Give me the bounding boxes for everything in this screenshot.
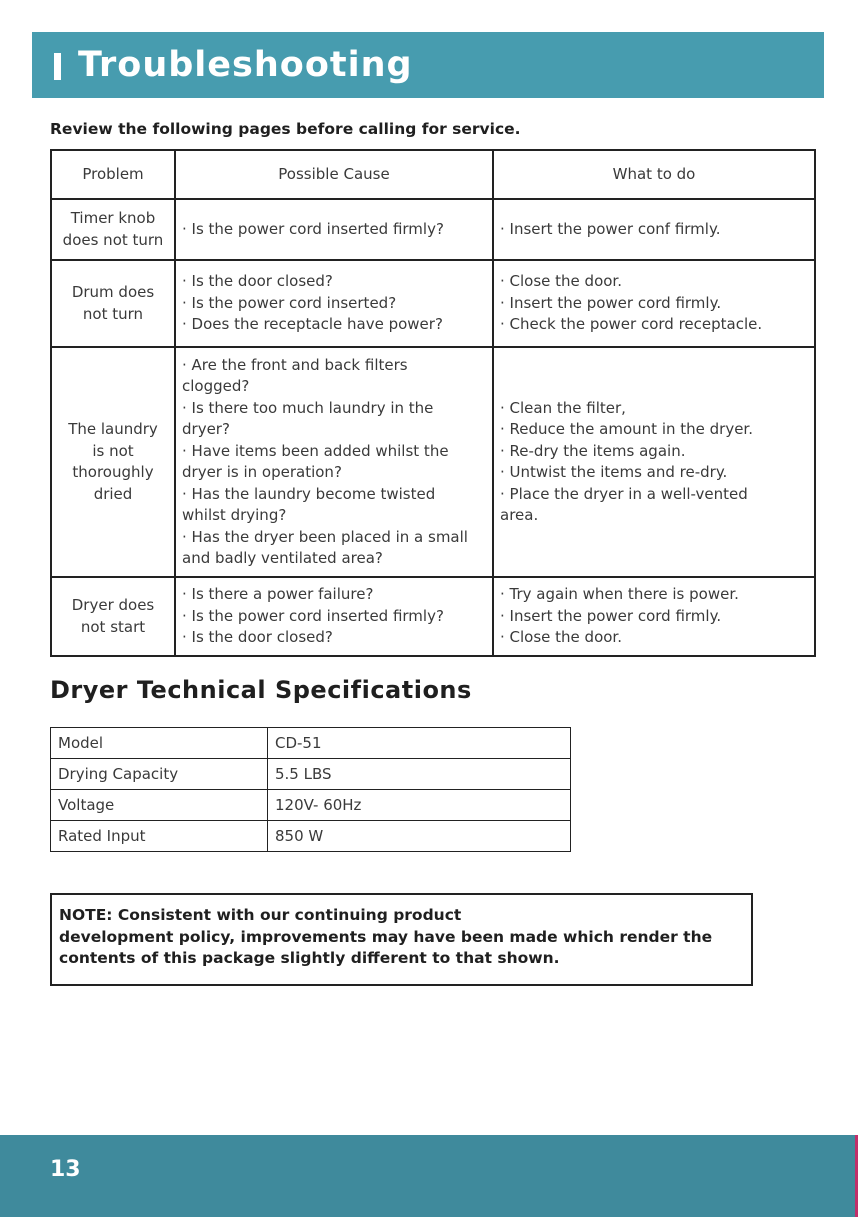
problem-line: Drum does: [71, 283, 155, 301]
table-header-row: [51, 150, 815, 199]
cause-line: · Is the door closed?: [182, 628, 333, 647]
table-row: [51, 577, 815, 656]
cause-cell: [175, 577, 493, 656]
note-box: [50, 893, 753, 986]
cause-cell: [175, 260, 493, 347]
table-row: [51, 759, 571, 790]
action-line: · Clean the filter,: [500, 398, 626, 417]
problem-line: dried: [93, 484, 133, 503]
cause-line: · Does the receptacle have power?: [182, 315, 443, 334]
note-line: contents of this package slightly different to that shown.: [59, 949, 560, 967]
cause-line: · Have items been added whilst the: [182, 441, 449, 460]
table-row: [51, 790, 571, 821]
table-row: [51, 347, 815, 577]
problem-line: Timer knob: [70, 209, 156, 227]
page-number: 13: [50, 1157, 81, 1182]
action-line: area.: [500, 506, 539, 524]
problem-line: does not turn: [62, 230, 164, 249]
action-line: · Try again when there is power.: [500, 585, 739, 604]
cause-line: clogged?: [182, 377, 250, 395]
cause-line: whilst drying?: [182, 506, 287, 524]
action-line: · Close the door.: [500, 628, 622, 647]
cause-line: · Is there too much laundry in the: [182, 398, 434, 417]
action-line: · Close the door.: [500, 272, 622, 291]
action-line: · Insert the power conf firmly.: [500, 219, 721, 238]
specs-table: [50, 727, 571, 852]
problem-line: not start: [80, 617, 146, 636]
problem-cell: [51, 199, 175, 260]
cause-cell: [175, 347, 493, 577]
problem-cell: [51, 347, 175, 577]
intro-text: Review the following pages before calling for service.: [50, 120, 521, 138]
cause-line: · Is the power cord inserted firmly?: [182, 606, 444, 625]
problem-line: is not: [92, 441, 134, 460]
action-line: · Reduce the amount in the dryer.: [500, 420, 753, 438]
action-cell: [493, 347, 815, 577]
table-row: [51, 728, 571, 759]
action-cell: [493, 199, 815, 260]
action-cell: [493, 260, 815, 347]
table-row: [51, 199, 815, 260]
cause-line: dryer?: [182, 420, 230, 438]
page-footer: [0, 1135, 858, 1217]
cause-line: · Has the laundry become twisted: [182, 484, 436, 503]
specs-heading: Dryer Technical Specifications: [50, 676, 472, 704]
spec-value: CD-51: [268, 728, 571, 759]
spec-label: Model: [51, 728, 268, 759]
note-line: development policy, improvements may have been made which render the: [59, 927, 713, 946]
action-cell: [493, 577, 815, 656]
spec-label: Voltage: [51, 790, 268, 821]
page-title: Troubleshooting: [78, 45, 413, 85]
column-header-problem: Problem: [51, 150, 175, 199]
spec-value: 5.5 LBS: [268, 759, 571, 790]
cause-line: · Is the power cord inserted?: [182, 293, 397, 312]
problem-line: thoroughly: [72, 463, 154, 481]
column-header-action: What to do: [493, 150, 815, 199]
header-bar-icon: [54, 53, 61, 80]
table-row: [51, 821, 571, 852]
cause-cell: [175, 199, 493, 260]
column-header-cause: Possible Cause: [175, 150, 493, 199]
cause-line: and badly ventilated area?: [182, 549, 383, 567]
problem-cell: [51, 260, 175, 347]
spec-label: Drying Capacity: [51, 759, 268, 790]
table-row: [51, 260, 815, 347]
cause-line: dryer is in operation?: [182, 463, 342, 481]
action-line: · Check the power cord receptacle.: [500, 315, 763, 334]
action-line: · Insert the power cord firmly.: [500, 293, 722, 312]
cause-line: · Is there a power failure?: [182, 585, 374, 604]
action-line: · Place the dryer in a well-vented: [500, 484, 748, 503]
problem-line: Dryer does: [71, 596, 155, 614]
spec-value: 850 W: [268, 821, 571, 852]
problem-line: not turn: [82, 304, 144, 323]
spec-value: 120V- 60Hz: [268, 790, 571, 821]
note-line: NOTE: Consistent with our continuing product: [59, 906, 462, 924]
problem-cell: [51, 577, 175, 656]
action-line: · Re-dry the items again.: [500, 441, 686, 460]
spec-label: Rated Input: [51, 821, 268, 852]
troubleshooting-table: [50, 149, 816, 657]
action-line: · Insert the power cord firmly.: [500, 606, 722, 625]
action-line: · Untwist the items and re-dry.: [500, 463, 728, 481]
cause-line: · Are the front and back filters: [182, 355, 408, 374]
section-header: [32, 32, 824, 98]
cause-line: · Is the door closed?: [182, 272, 333, 291]
problem-line: The laundry: [68, 420, 158, 438]
cause-line: · Is the power cord inserted firmly?: [182, 219, 444, 238]
cause-line: · Has the dryer been placed in a small: [182, 527, 468, 546]
